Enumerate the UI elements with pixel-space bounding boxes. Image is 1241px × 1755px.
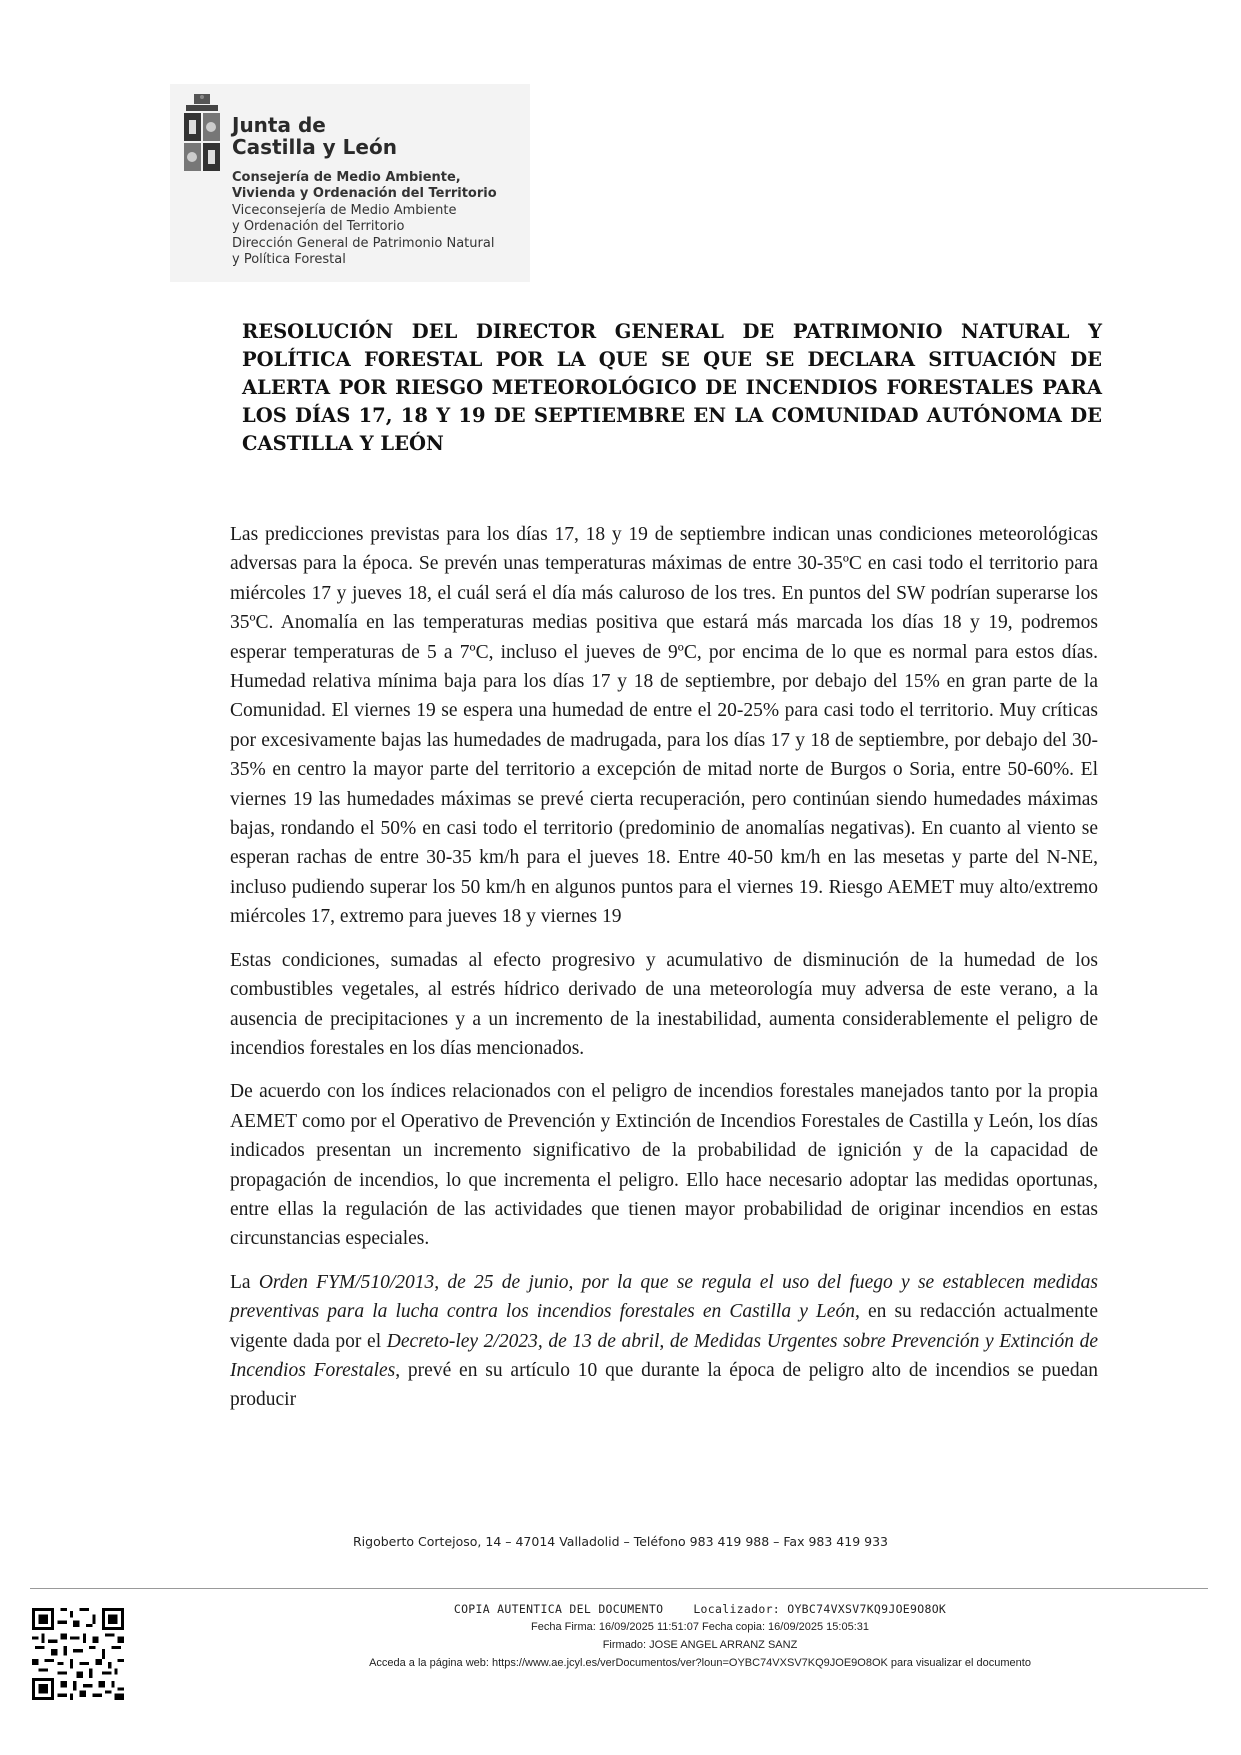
authentic-copy-label: COPIA AUTENTICA DEL DOCUMENTO xyxy=(453,1602,664,1616)
text-run: , prevé en su artículo 10 que durante la época de peligro alto de incendios se puedan producir xyxy=(230,1359,1098,1411)
address-line: Rigoberto Cortejoso, 14 – 47014 Valladolid – Teléfono 983 419 988 – Fax 983 419 933 xyxy=(353,1534,888,1549)
consejeria-line: Consejería de Medio Ambiente, xyxy=(232,170,461,185)
resolution-title: RESOLUCIÓN DEL DIRECTOR GENERAL DE PATRIMONIO NATURAL Y POLÍTICA FORESTAL POR LA QUE SE QUE SE DECLARA SITUACIÓN DE ALERTA POR RIESGO METEOROLÓGICO DE INCENDIOS FORESTALES PARA LOS DÍAS 17, 18 Y 19 DE SEPTIEMBRE EN LA COMUNIDAD AUTÓNOMA DE CASTILLA Y LEÓN xyxy=(242,320,1102,455)
viceconsejeria-line: Viceconsejería de Medio Ambiente xyxy=(232,203,457,218)
orden-reference: Orden FYM/510/2013, de 25 de junio, por la que se regula el uso del fuego y se establecen medidas preventivas para la lucha contra los incendios forestales en Castilla y León xyxy=(230,1271,1098,1323)
consejeria xyxy=(232,170,522,201)
direccion-line: y Política Forestal xyxy=(232,251,346,267)
paragraph-orden xyxy=(230,1268,1098,1415)
text-run: , en su redacción actualmente vigente dada por el xyxy=(230,1301,1098,1352)
direccion-line: Dirección General de Patrimonio Natural xyxy=(232,236,495,251)
institution-logo xyxy=(170,84,530,282)
qr-code-icon xyxy=(32,1608,124,1700)
logo-title xyxy=(232,114,512,158)
paragraph-indices: De acuerdo con los índices relacionados con el peligro de incendios forestales manejados tanto por la propia AEMET como por el Operativo de Prevención y Extinción de Incendios Forestales de Castilla y León, los días indicados presentan un incremento significativo de la probabilidad de ignición y de la capacidad de propagación de incendios, lo que incrementa el peligro. Ello hace necesario adoptar las medidas oportunas, entre ellas la regulación de las actividades que tienen mayor probabilidad de originar incendios en estas circunstancias especiales. xyxy=(230,1081,1098,1250)
text-run: La xyxy=(230,1271,259,1293)
logo-title-line: Castilla y León xyxy=(232,135,397,159)
viceconsejeria-line: y Ordenación del Territorio xyxy=(232,218,405,234)
paragraph-condiciones: Estas condiciones, sumadas al efecto progresivo y acumulativo de disminución de la humedad de los combustibles vegetales, al estrés hídrico derivado de una meteorología muy adversa de este verano, a la ausencia de precipitaciones y a un incremento de la inestabilidad, aumenta considerablemente el peligro de incendios forestales en los días mencionados. xyxy=(230,949,1098,1059)
document-body xyxy=(230,520,1098,1429)
viceconsejeria xyxy=(232,203,522,234)
logo-departments xyxy=(232,170,522,269)
logo-title-line: Junta de xyxy=(232,113,326,137)
verification-url[interactable]: Acceda a la página web: https://www.ae.jcyl.es/verDocumentos/ver?loun=OYBC74VXSV7KQ9JOE9O8OK para visualizar el documento xyxy=(369,1657,1031,1669)
authentic-copy-line xyxy=(250,1600,1150,1618)
consejeria-line: Vivienda y Ordenación del Territorio xyxy=(232,185,497,201)
direccion-general xyxy=(232,236,522,267)
signed-by: Firmado: JOSE ANGEL ARRANZ SANZ xyxy=(602,1639,798,1651)
localizador: Localizador: OYBC74VXSV7KQ9JOE9O8OK xyxy=(693,1602,947,1616)
authentication-footer xyxy=(250,1600,1150,1672)
paragraph-predicciones: Las predicciones previstas para los días 17, 18 y 19 de septiembre indican unas condiciones meteorológicas adversas para la época. Se prevén unas temperaturas máximas de entre 30-35ºC en casi todo el territorio para miércoles 17 y jueves 18, el cuál será el día más caluroso de los tres. En puntos del SW podrían superarse los 35ºC. Anomalía en las temperaturas medias positiva que estará más marcada los días 18 y 19, podremos esperar temperaturas de 5 a 7ºC, incluso el jueves de 9ºC, por encima de lo que es normal para estos días. Humedad relativa mínima baja para los días 17 y 18 de septiembre, por debajo del 15% en gran parte de la Comunidad. El viernes 19 se espera una humedad de entre el 20-25% para casi todo el territorio. Muy críticas por excesivamente bajas las humedades de madrugada, para los días 17 y 18 de septiembre, por debajo del 30-35% en centro la mayor parte del territorio a excepción de mitad norte de Burgos o Soria, entre 50-60%. El viernes 19 las humedades máximas se prevé cierta recuperación, pero continúan siendo humedades máximas bajas, rondando el 50% en casi todo el territorio (predominio de anomalías negativas). En cuanto al viento se esperan rachas de entre 30-35 km/h para el jueves 18. Entre 40-50 km/h en las mesetas y parte del N-NE, incluso pudiendo superar los 50 km/h en algunos puntos para el viernes 19. Riesgo AEMET muy alto/extremo miércoles 17, extremo para jueves 18 y viernes 19 xyxy=(230,524,1098,928)
coat-of-arms-icon xyxy=(180,94,224,174)
signature-dates: Fecha Firma: 16/09/2025 11:51:07 Fecha copia: 16/09/2025 15:05:31 xyxy=(531,1621,869,1633)
decreto-reference: Decreto-ley 2/2023, de 13 de abril, de Medidas Urgentes sobre Prevención y Extinción de Incendios Forestales xyxy=(230,1330,1098,1381)
footer-divider xyxy=(30,1588,1208,1589)
